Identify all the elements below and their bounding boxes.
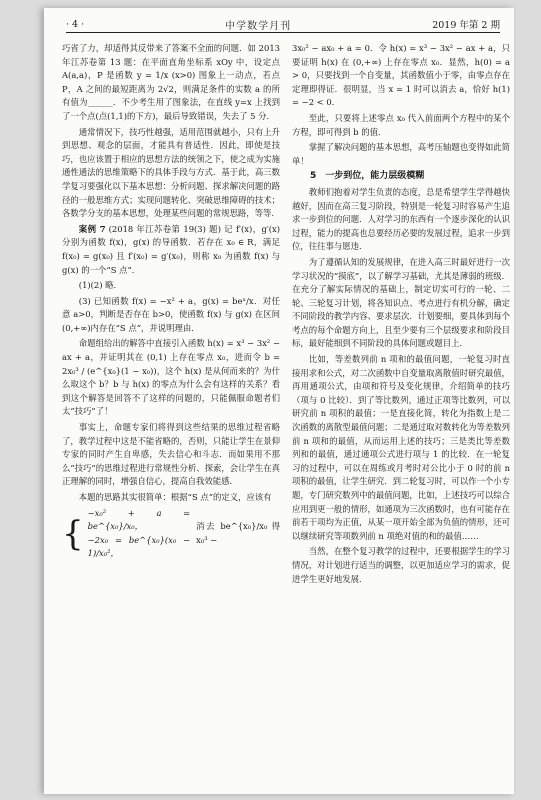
right-column [292,42,510,588]
page-number: · 4 · [66,18,85,30]
paragraph: 命题组给出的解答中直接引入函数 h(x) = x³ − 3x² − ax + a，并证明其在 (0,1) 上存在零点 x₀，进而令 b = 2x₀³ / (e^{x₀}(1 − x₀))，这个 h(x) 是从何而来的？为什么取这个 b？b 与 h(x) 的零点为什么会有这样的关系？看到这个解答是回答不了这样的问题的，只能佩服命题者们太“技巧”了！ [62,338,280,417]
left-column [62,42,280,563]
paragraph: 3x₀² − ax₀ + a = 0．令 h(x) = x³ − 3x² − ax + a，只要证明 h(x) 在 (0,+∞) 上存在零点 x₀．显然，h(0) = a > 0，只要找到一个自变量，其函数值小于零，由零点存在定理即得证．很明显，当 x = 1 时可以消去 a，恰好 h(1) = −2 < 0． [292,43,510,108]
example-paragraph [62,223,280,277]
example-text: 记 f′(x)，g′(x) 分别为函数 f(x)，g(x) 的导函数．若存在 x₀ ∈ R，满足 f(x₀) = g(x₀) 且 f′(x₀) = g′(x₀)，则称 x₀ 为函数 f(x) 与 g(x) 的一个“S 点”． [62,223,281,275]
page-header [66,16,500,33]
paragraph: 为了遵循认知的发展规律，在进入高三时最好进行一次学习状况的“摸底”，以了解学习基础，尤其是薄弱的班级．在充分了解实际情况的基础上，制定切实可行的一轮、二轮、三轮复习计划，将各知识点、考点进行有机分解，确定不同阶段的教学内容、要求层次．计划要细，要具体到每个考点的每个命题方向上，且至少要有三个层级要求和阶段目标，最好能细到不同阶段的具体问题或题目上． [292,256,510,349]
paragraph: 教师们抱着对学生负责的态度，总是希望学生学得越快越好，因而在高三复习阶段，特别是一轮复习时容易产生追求一步到位的问题．人对学习的东西有一个逐步深化的认识过程，能力的提高也总要经历必要的发展过程，追求一步到位，往往事与愿违． [292,186,510,252]
paragraph: 至此，只要将上述零点 x₀ 代入前面两个方程中的某个方程，即可得到 b 的值． [292,112,510,137]
brace-symbol: { [62,513,84,554]
paragraph: 掌握了解决问题的基本思想，高考压轴题也变得如此简单！ [292,142,510,166]
example-source: (2018 年江苏卷第 19(3) 题) [108,223,222,234]
section-heading: 5 一步到位，能力层级模糊 [310,171,425,182]
equation-system [62,507,280,561]
example-label: 案例 7 [78,223,106,234]
paragraph: 巧省了力，却适得其反带来了答案不全面的问题．如 2013 年江苏卷第 13 题：在平面直角坐标系 xOy 中，设定点 A(a,a)，P 是函数 y = 1/x (x>0) 图象上一动点，若点 P，A 之间的最短距离为 2√2，则满足条件的实数 a 的所有值为______．不少考生用了图象法，在直线 y=x 上找到了一个点(点(1,1)的下方)，最后导致错误，失去了 5 分． [62,43,280,121]
paragraph: 当然，在整个复习教学的过程中，还要根据学生的学习情况，对计划进行适当的调整，以更加适应学习的需求，促进学生更好地发展． [292,546,510,584]
journal-title: 中学数学月刊 [225,20,292,32]
paragraph: 事实上，命题专家们将得到这些结果的思维过程省略了，教学过程中这是不能省略的，否则，只能让学生在景仰专家的同时产生自卑感，失去信心和斗志．而如果用不那么“技巧”的思维过程进行常规性分析、探索，会让学生在真正理解的同时，增强自信心，提高自我效能感． [62,422,280,487]
journal-page [44,8,514,794]
paragraph: 本题的思路其实很简单：根据“S 点”的定义，应该有 [78,492,272,502]
equation-tail: 消去 be^{x₀}/x₀ 得 x₀³ − [196,521,280,545]
subquestion: (1)(2) 略． [78,280,122,291]
paragraph: 通常情况下，技巧性越强，适用范围就越小，只有上升到思想、观念的层面，才能具有普适性．因此，即使是技巧，也应该置于相应的思想方法的统领之下，使之成为实施通性通法的思维策略下的具体手段与方式．基于此，高三数学复习要强化以下基本思想：分析问题、探求解决问题的路径的一般思维方式；实现问题转化、突破思维障碍的技术；各数学分支的基本思想，处理某些问题的常规思路，等等． [62,126,280,219]
issue-label: 2019 年第 2 期 [432,20,500,31]
equation-line: −2x₀ = be^{x₀}(x₀ − 1)/x₀²， [87,534,191,559]
paragraph: 比如，等差数列前 n 项和的最值问题，一轮复习时直接用求和公式，对二次函数中自变量取离散值时研究最值，再用通项公式，由项和符号及变化规律，介绍简单的技巧（项与 0 比较）．到了等比数列，通过正项等比数列，可以研究前 n 项积的最值；一是直接化简，转化为指数上是二次函数的离散型最值问题；二是通过取对数转化为等差数列前 n 项和的最值，从而运用上述的技巧；三是类比等差数列和的最值，通过通项公式进行项与 1 的比较．在一轮复习的过程中，可以在周练或月考时对公比小于 0 时的前 n 项积的最值，让学生研究．到二轮复习时，可以作一个小专题，专门研究数列中的最值问题，比如，上述技巧可以综合应用到更一般的情形，如通项为三次函数时，也有可能存在前若干项均为正值，从某一项开始全部为负值的情形，还可以继续研究等项数列前 n 项绝对值的和的最值…… [292,354,510,541]
subquestion: (3) 已知函数 f(x) = −x² + a，g(x) = beˣ/x．对任意 a>0，判断是否存在 b>0，使函数 f(x) 与 g(x) 在区间(0,+∞)内存在“S 点”，并说明理由． [62,295,280,333]
equation-line: −x₀² + a = be^{x₀}/x₀， [87,507,191,532]
